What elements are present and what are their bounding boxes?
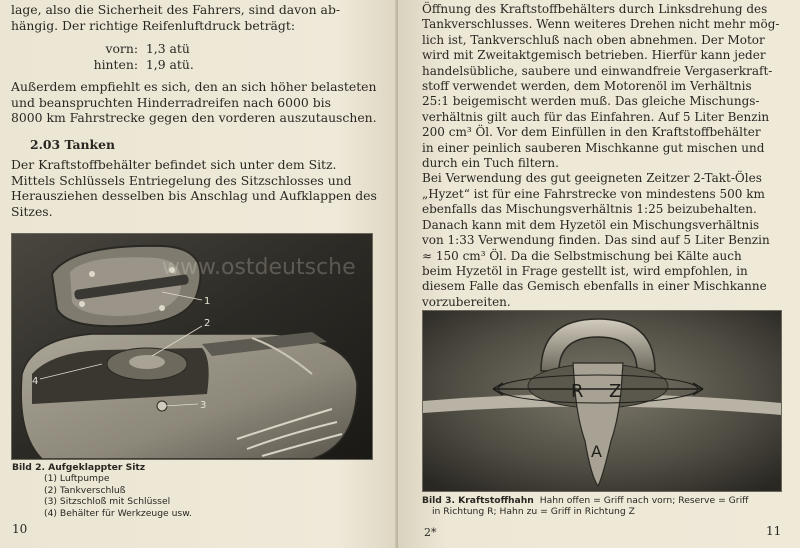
text-line: lich ist, Tankverschluß nach oben abnehmen. Der Motor — [422, 32, 765, 47]
text-line: und beanspruchten Hinderradreifen nach 6000 bis — [11, 94, 331, 110]
page-number-left: 10 — [12, 522, 28, 536]
text-line: Außerdem empfiehlt es sich, den an sich höher belasteten — [11, 79, 377, 94]
text-line: Bei Verwendung des gut geeigneten Zeitzer 2-Takt-Öles — [422, 171, 762, 186]
seat-illustration — [12, 234, 372, 459]
text-line: ebenfalls das Mischungsverhältnis 1:25 beizubehalten. — [422, 202, 757, 217]
text-line: diesem Falle das Gemisch ebenfalls in einer Mischkanne — [422, 279, 767, 294]
text-line: handelsübliche, saubere und einwandfreie Vergaserkraft- — [422, 63, 773, 78]
text-line: lage, also die Sicherheit des Fahrers, sind davon ab- — [11, 2, 341, 17]
left-mid-text — [11, 79, 381, 126]
text-line: in einer peinlich sauberen Mischkanne gut mischen und — [422, 140, 765, 155]
right-page — [398, 0, 800, 548]
text-line: verhältnis gilt auch für das Einfahren. Auf 5 Liter Benzin — [422, 109, 770, 124]
pressure-row-rear — [88, 57, 288, 73]
pressure-row-front — [88, 41, 288, 57]
text-line: Öffnung des Kraftstoffbehälters durch Linksdrehung des — [422, 2, 768, 16]
caption-title: Bild 3. Kraftstoffhahn — [422, 495, 534, 506]
figure-label: 3 — [200, 400, 207, 411]
caption-list — [44, 473, 382, 519]
signature-mark: 2* — [424, 526, 437, 539]
text-line: „Hyzet“ ist für eine Fahrstrecke von mindestens 500 km — [422, 186, 765, 201]
text-line: von 1:33 Verwendung finden. Das sind auf 5 Liter Benzin — [422, 233, 770, 248]
text-line: hängig. Der richtige Reifenluftdruck beträgt: — [11, 17, 296, 33]
page-number-right: 11 — [766, 524, 782, 538]
tap-label-z: Z — [609, 381, 622, 402]
left-intro-text — [11, 2, 381, 33]
photo-open-seat — [11, 233, 373, 460]
section-text — [11, 157, 381, 219]
text-line: Sitzes. — [11, 203, 53, 219]
text-line: Danach kann mit dem Hyzetöl ein Mischungsverhältnis — [422, 217, 760, 232]
caption-item: (3) Sitzschloß mit Schlüssel — [44, 496, 171, 508]
caption-text: in Richtung R; Hahn zu = Griff in Richtung Z — [432, 506, 635, 518]
text-line: stoff verwendet werden, dem Motorenöl im Verhältnis — [422, 79, 752, 94]
tap-label-a: A — [591, 442, 602, 461]
pressure-label: hinten: — [93, 56, 138, 72]
tap-label-r: R — [571, 381, 584, 402]
figure-caption-right — [422, 495, 782, 518]
right-body-text — [422, 2, 780, 310]
text-line: 25:1 beigemischt werden muß. Das gleiche Mischungs- — [422, 94, 760, 109]
text-line: durch ein Tuch filtern. — [422, 156, 559, 171]
section-heading: 2.03 Tanken — [30, 137, 116, 152]
pressure-value: 1,9 atü. — [145, 56, 194, 72]
caption-text: Hahn offen = Griff nach vorn; Reserve = Griff — [539, 495, 749, 506]
text-line: Tankverschlusses. Wenn weiteres Drehen nicht mehr mög- — [422, 17, 780, 32]
pressure-label: vorn: — [105, 41, 138, 56]
text-line: Herausziehen desselben bis Anschlag und Aufklappen des — [11, 188, 377, 204]
figure-label: 4 — [32, 376, 39, 387]
left-page — [0, 0, 398, 548]
text-line: Mittels Schlüssels Entriegelung des Sitzschlosses und — [11, 172, 352, 188]
text-line: ≈ 150 cm³ Öl. Da die Selbstmischung bei Kälte auch — [422, 248, 742, 263]
figure-label: 2 — [204, 318, 211, 329]
figure-caption-left — [12, 462, 382, 519]
text-line: 200 cm³ Öl. Vor dem Einfüllen in den Kraftstoffbehälter — [422, 125, 761, 140]
text-line: beim Hyzetöl in Frage gestellt ist, wird empfohlen, in — [422, 263, 748, 278]
text-line: wird mit Zweitaktgemisch betrieben. Hierfür kann jeder — [422, 48, 766, 63]
caption-item: (1) Luftpumpe — [44, 473, 110, 485]
caption-title: Bild 2. Aufgeklappter Sitz — [12, 462, 146, 473]
caption-item: (2) Tankverschluß — [44, 484, 126, 496]
text-line: 8000 km Fahrstrecke gegen den vorderen auszutauschen. — [11, 110, 377, 126]
fuel-tap-illustration — [423, 311, 781, 491]
text-line: Der Kraftstoffbehälter befindet sich unter dem Sitz. — [11, 157, 337, 172]
caption-item: (4) Behälter für Werkzeuge usw. — [44, 507, 192, 519]
tire-pressure-table — [88, 41, 288, 72]
watermark: www.ostdeutsche — [162, 255, 356, 280]
text-line: vorzubereiten. — [422, 294, 511, 309]
pressure-value: 1,3 atü — [145, 41, 190, 56]
photo-fuel-tap — [422, 310, 782, 492]
figure-label: 1 — [204, 296, 211, 307]
